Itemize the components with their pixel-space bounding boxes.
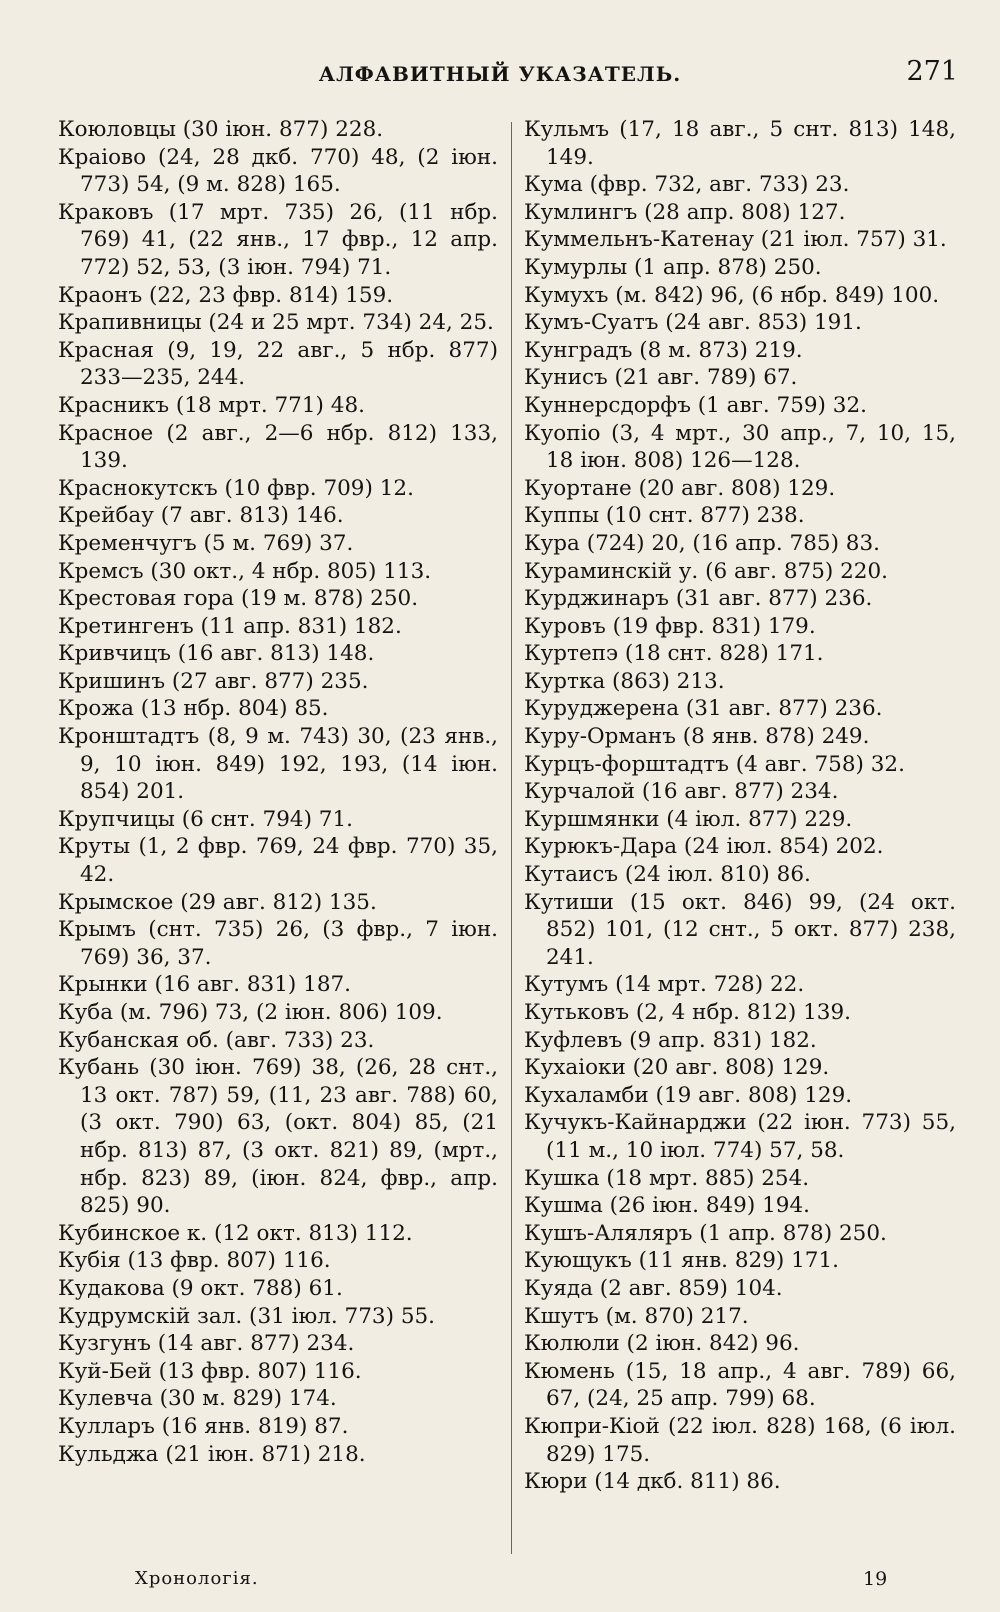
index-entry: Коюловцы (30 іюн. 877) 228.	[58, 117, 384, 142]
index-entry: Куяда (2 авг. 859) 104.	[524, 1275, 783, 1301]
index-entry: Кухаіоки (20 авг. 808) 129.	[524, 1055, 830, 1081]
index-entry: Куй-Бей (13 фвр. 807) 116.	[58, 1358, 362, 1384]
index-entry: Красное (2 авг., 2—6 нбр. 812) 133, 139.	[58, 420, 498, 474]
index-entry: Куопіо (3, 4 мрт., 30 апр., 7, 10, 15, 18 іюн. 808) 126—128.	[524, 420, 956, 474]
index-entry: Кубинское к. (12 окт. 813) 112.	[58, 1220, 413, 1246]
index-entry: Куруджерена (31 авг. 877) 236.	[524, 696, 883, 722]
index-entry: Кушма (26 іюн. 849) 194.	[524, 1193, 810, 1219]
index-entry: Кремсъ (30 окт., 4 нбр. 805) 113.	[58, 558, 432, 584]
index-entry: Курцъ-форштадтъ (4 авг. 758) 32.	[524, 751, 905, 777]
index-entry: Кума (фвр. 732, авг. 733) 23.	[524, 172, 850, 198]
page-footer	[0, 1568, 1000, 1598]
index-entry: Курджинаръ (31 авг. 877) 236.	[524, 586, 873, 612]
index-entry: Крестовая гора (19 м. 878) 250.	[58, 586, 419, 612]
index-entry: Кшутъ (м. 870) 217.	[524, 1303, 749, 1329]
index-entry: Краковъ (17 мрт. 735) 26, (11 нбр. 769) 41, (22 янв., 17 фвр., 12 апр. 772) 52, 53, (3 іюн. 794) 71.	[58, 199, 498, 280]
index-entry: Кюпри-Кіой (22 іюл. 828) 168, (6 іюл. 829) 175.	[524, 1413, 956, 1467]
index-entry: Круты (1, 2 фвр. 769, 24 фвр. 770) 35, 42.	[58, 834, 498, 888]
index-entry: Краонъ (22, 23 фвр. 814) 159.	[58, 282, 394, 308]
column-divider	[511, 122, 512, 1554]
index-entry: Кухаламби (19 авг. 808) 129.	[524, 1082, 853, 1108]
index-entry: Кубанская об. (авг. 733) 23.	[58, 1027, 375, 1053]
index-entry: Куршмянки (4 іюл. 877) 229.	[524, 806, 853, 832]
index-entry: Кудакова (9 окт. 788) 61.	[58, 1275, 343, 1301]
index-entry: Куортане (20 авг. 808) 129.	[524, 475, 836, 501]
index-entry: Кумухъ (м. 842) 96, (6 нбр. 849) 100.	[524, 282, 940, 308]
index-entry: Красникъ (18 мрт. 771) 48.	[58, 392, 365, 418]
page-header	[0, 56, 1000, 96]
index-entry: Кутиши (15 окт. 846) 99, (24 окт. 852) 101, (12 снт., 5 окт. 877) 238, 241.	[524, 889, 956, 970]
index-entry: Кретингенъ (11 апр. 831) 182.	[58, 613, 402, 639]
index-column-right	[524, 116, 956, 1496]
index-entry: Кумъ-Суатъ (24 авг. 853) 191.	[524, 310, 862, 336]
index-entry: Кутумъ (14 мрт. 728) 22.	[524, 972, 805, 998]
index-entry: Кюлюли (2 іюн. 842) 96.	[524, 1331, 800, 1357]
index-entry: Краіово (24, 28 дкб. 770) 48, (2 іюн. 773) 54, (9 м. 828) 165.	[58, 144, 498, 198]
index-entry: Куртка (863) 213.	[524, 668, 725, 694]
index-entry: Крымское (29 авг. 812) 135.	[58, 889, 377, 915]
index-entry: Куммельнъ-Катенау (21 іюл. 757) 31.	[524, 227, 947, 253]
index-entry: Краснокутскъ (10 фвр. 709) 12.	[58, 475, 414, 501]
index-entry: Кутьковъ (2, 4 нбр. 812) 139.	[524, 1000, 851, 1025]
index-entry: Кривчицъ (16 авг. 813) 148.	[58, 641, 375, 667]
index-column-left	[58, 116, 498, 1468]
index-entry: Куровъ (19 фвр. 831) 179.	[524, 613, 816, 639]
page-number: 271	[906, 56, 958, 87]
index-entry: Курчалой (16 авг. 877) 234.	[524, 779, 839, 805]
index-entry: Куру-Орманъ (8 янв. 878) 249.	[524, 724, 870, 750]
index-entry: Кующукъ (11 янв. 829) 171.	[524, 1248, 839, 1274]
index-entry: Крупчицы (6 снт. 794) 71.	[58, 806, 353, 832]
index-entry: Кудрумскій зал. (31 іюл. 773) 55.	[58, 1303, 436, 1329]
signature-mark: Хронологія.	[135, 1568, 259, 1589]
running-title: АЛФАВИТНЫЙ УКАЗАТЕЛЬ.	[318, 62, 682, 86]
index-entry: Красная (9, 19, 22 авг., 5 нбр. 877) 233—235, 244.	[58, 337, 498, 391]
index-entry: Куппы (10 снт. 877) 238.	[524, 503, 805, 529]
index-entry: Кременчугъ (5 м. 769) 37.	[58, 530, 354, 556]
index-entry: Кульмъ (17, 18 авг., 5 снт. 813) 148, 149.	[524, 117, 956, 170]
index-entry: Кунисъ (21 авг. 789) 67.	[524, 365, 798, 391]
index-entry: Кураминскій у. (6 авг. 875) 220.	[524, 558, 888, 584]
index-entry: Кузгунъ (14 авг. 877) 234.	[58, 1331, 355, 1357]
index-entry: Кутаисъ (24 іюл. 810) 86.	[524, 862, 811, 888]
index-entry: Крымъ (снт. 735) 26, (3 фвр., 7 іюн. 769) 36, 37.	[58, 917, 498, 970]
signature-number: 19	[863, 1568, 888, 1590]
index-entry: Кришинъ (27 авг. 877) 235.	[58, 668, 369, 694]
index-entry: Куба (м. 796) 73, (2 іюн. 806) 109.	[58, 1000, 443, 1025]
index-entry: Кулларъ (16 янв. 819) 87.	[58, 1413, 349, 1439]
index-entry: Кура (724) 20, (16 апр. 785) 83.	[524, 530, 880, 556]
index-entry: Крынки (16 авг. 831) 187.	[58, 972, 352, 998]
index-entry: Кушка (18 мрт. 885) 254.	[524, 1165, 810, 1191]
index-entry: Крожа (13 нбр. 804) 85.	[58, 696, 329, 722]
index-entry: Курюкъ-Дара (24 іюл. 854) 202.	[524, 834, 884, 860]
index-entry: Кумурлы (1 апр. 878) 250.	[524, 254, 822, 280]
index-entry: Куннерсдорфъ (1 авг. 759) 32.	[524, 392, 867, 418]
index-entry: Куфлевъ (9 апр. 831) 182.	[524, 1027, 817, 1053]
index-entry: Кюмень (15, 18 апр., 4 авг. 789) 66, 67, (24, 25 апр. 799) 68.	[524, 1358, 956, 1412]
index-entry: Кучукъ-Кайнарджи (22 іюн. 773) 55, (11 м., 10 іюл. 774) 57, 58.	[524, 1110, 956, 1163]
index-entry: Кубань (30 іюн. 769) 38, (26, 28 снт., 13 окт. 787) 59, (11, 23 авг. 788) 60, (3 окт. 790) 63, (окт. 804) 85, (21 нбр. 813) 87, (3 окт. 821) 89, (мрт., нбр. 823) 89, (іюн. 824, фвр., апр. 825) 90.	[58, 1055, 498, 1219]
index-entry: Кунградъ (8 м. 873) 219.	[524, 337, 803, 363]
index-entry: Крейбау (7 авг. 813) 146.	[58, 503, 344, 529]
index-entry: Крапивницы (24 и 25 мрт. 734) 24, 25.	[58, 310, 494, 336]
index-entry: Кронштадтъ (8, 9 м. 743) 30, (23 янв., 9, 10 іюн. 849) 192, 193, (14 іюн. 854) 201.	[58, 724, 498, 805]
index-entry: Кушъ-Аляляръ (1 апр. 878) 250.	[524, 1220, 887, 1246]
index-entry: Кулевча (30 м. 829) 174.	[58, 1386, 337, 1412]
index-entry: Кумлингъ (28 апр. 808) 127.	[524, 199, 846, 225]
index-entry: Кульджа (21 іюн. 871) 218.	[58, 1441, 366, 1467]
index-entry: Куртепэ (18 снт. 828) 171.	[524, 641, 824, 667]
index-entry: Кюри (14 дкб. 811) 86.	[524, 1469, 781, 1495]
index-entry: Кубія (13 фвр. 807) 116.	[58, 1248, 331, 1274]
